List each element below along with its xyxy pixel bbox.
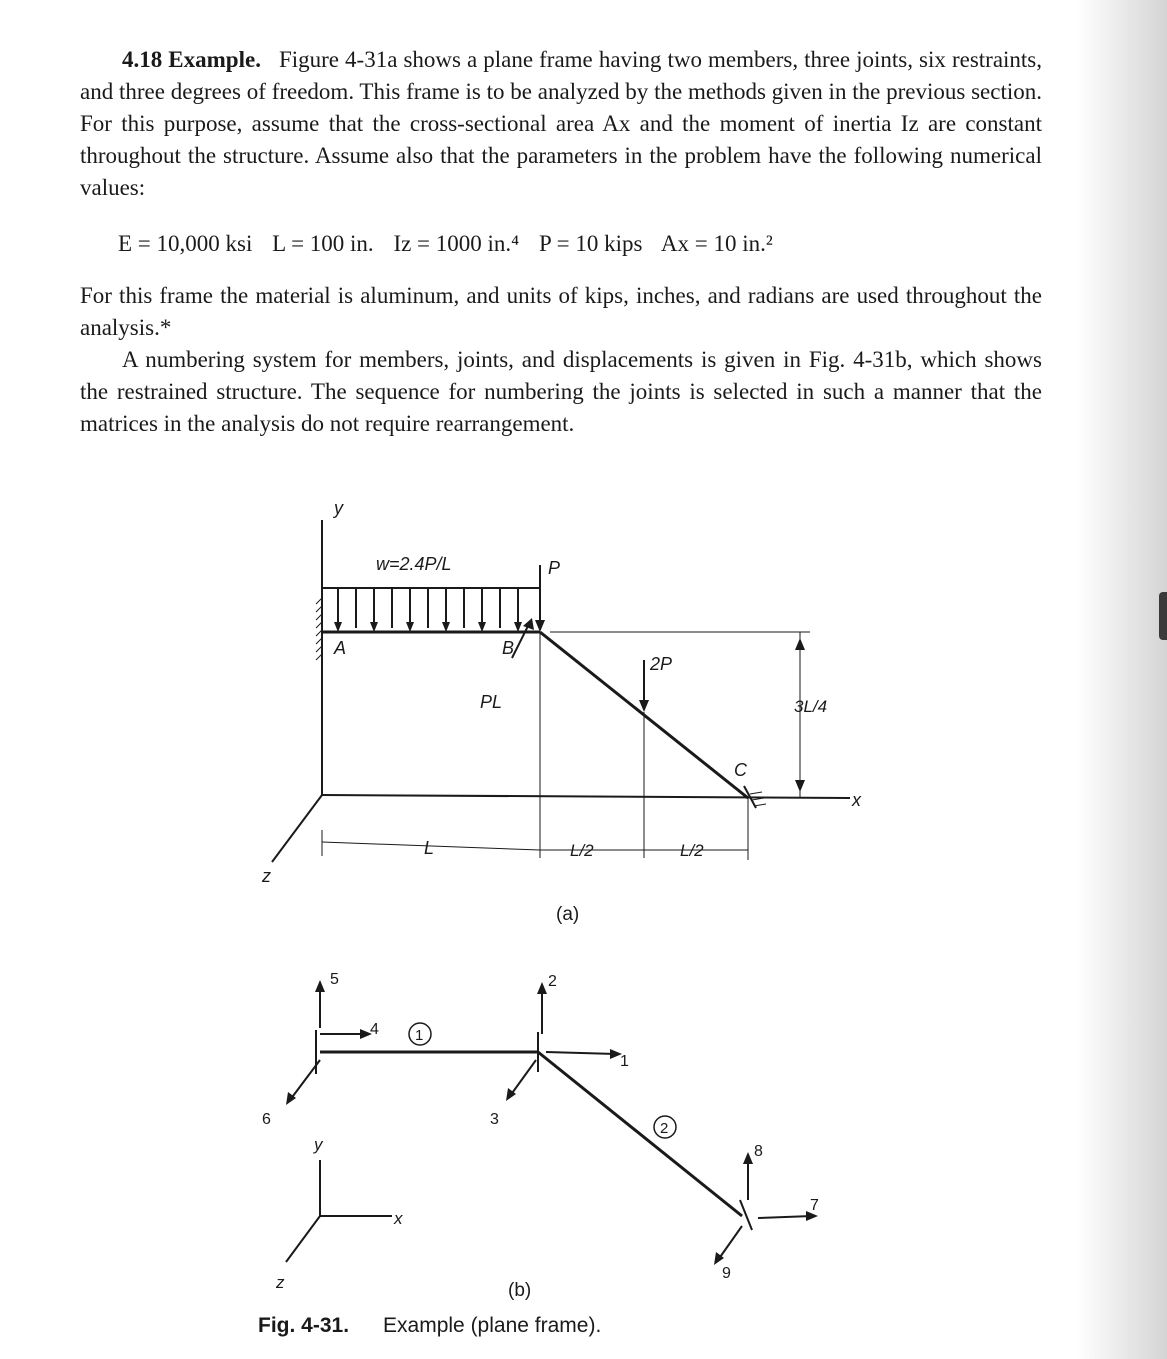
paragraph-example-body: Figure 4-31a shows a plane frame having two members, three joints, six restraints, and three degrees of freedom. This frame is to be analyzed by the methods given in the previous section. For this purpose, assume that the cross-sectional area Ax and the moment of inertia Iz are constant throughout the structure. Assume also that the parameters in the problem have the following numerical values: (80, 47, 1043, 200)
figure-b-caption: (b) (508, 1280, 532, 1300)
dof-1-label: 1 (620, 1053, 629, 1070)
paragraph-material: For this frame the material is aluminum, and units of kips, inches, and radians are used throughout the analysis.* (80, 283, 1042, 340)
param-p: P = 10 kips (538, 231, 643, 256)
param-ax: Ax = 10 in.² (660, 231, 773, 256)
dof-4-label: 4 (370, 1021, 379, 1038)
param-l: L = 100 in. (272, 231, 374, 256)
axis-label-z-a: z (262, 866, 271, 886)
dof-3-label: 3 (490, 1111, 499, 1128)
load-p-label: P (548, 558, 561, 578)
axis-label-y-b: y (314, 1135, 323, 1154)
dim-l-label: L (424, 838, 435, 858)
dof-8-label: 8 (754, 1143, 763, 1160)
param-e: E = 10,000 ksi (118, 231, 253, 256)
axis-label-x-a: x (852, 790, 861, 810)
axis-label-x-b: x (394, 1209, 403, 1228)
param-iz: Iz = 1000 in.⁴ (393, 231, 520, 256)
section-heading: 4.18 Example. (122, 47, 261, 72)
figure-caption (258, 1314, 601, 1338)
dof-5-label: 5 (330, 971, 339, 988)
joint-c-label: C (734, 760, 747, 780)
dof-2-label: 2 (548, 973, 557, 990)
dim-l2-first-label: L/2 (570, 841, 594, 860)
axis-label-y-a: y (334, 498, 343, 518)
figure-number: Fig. 4-31. (258, 1314, 350, 1337)
figure-b-diagram (0, 930, 1167, 1300)
joint-a-label: A (334, 638, 347, 658)
dof-6-label: 6 (262, 1111, 271, 1128)
figure-a-caption: (a) (556, 904, 580, 925)
load-2p-label: 2P (650, 654, 673, 674)
member-1-label: 1 (415, 1027, 424, 1044)
moment-pl-label: PL (480, 692, 503, 712)
axis-label-z-b: z (276, 1273, 285, 1292)
paragraph-numbering: A numbering system for members, joints, and displacements is given in Fig. 4-31b, which shows the restrained structure. The sequence for numbering the joints is selected in such a manner that the matrices in the analysis do not require rearrangement. (80, 347, 1042, 436)
dof-7-label: 7 (810, 1197, 819, 1214)
member-2-label: 2 (660, 1120, 669, 1137)
joint-b-label: B (502, 638, 515, 658)
figure-title: Example (plane frame). (383, 1314, 602, 1337)
dim-l2-second-label: L/2 (680, 841, 704, 860)
load-w-label: w=2.4P/L (376, 554, 452, 574)
dim-3l4-label: 3L/4 (794, 697, 828, 716)
dof-9-label: 9 (722, 1265, 731, 1282)
